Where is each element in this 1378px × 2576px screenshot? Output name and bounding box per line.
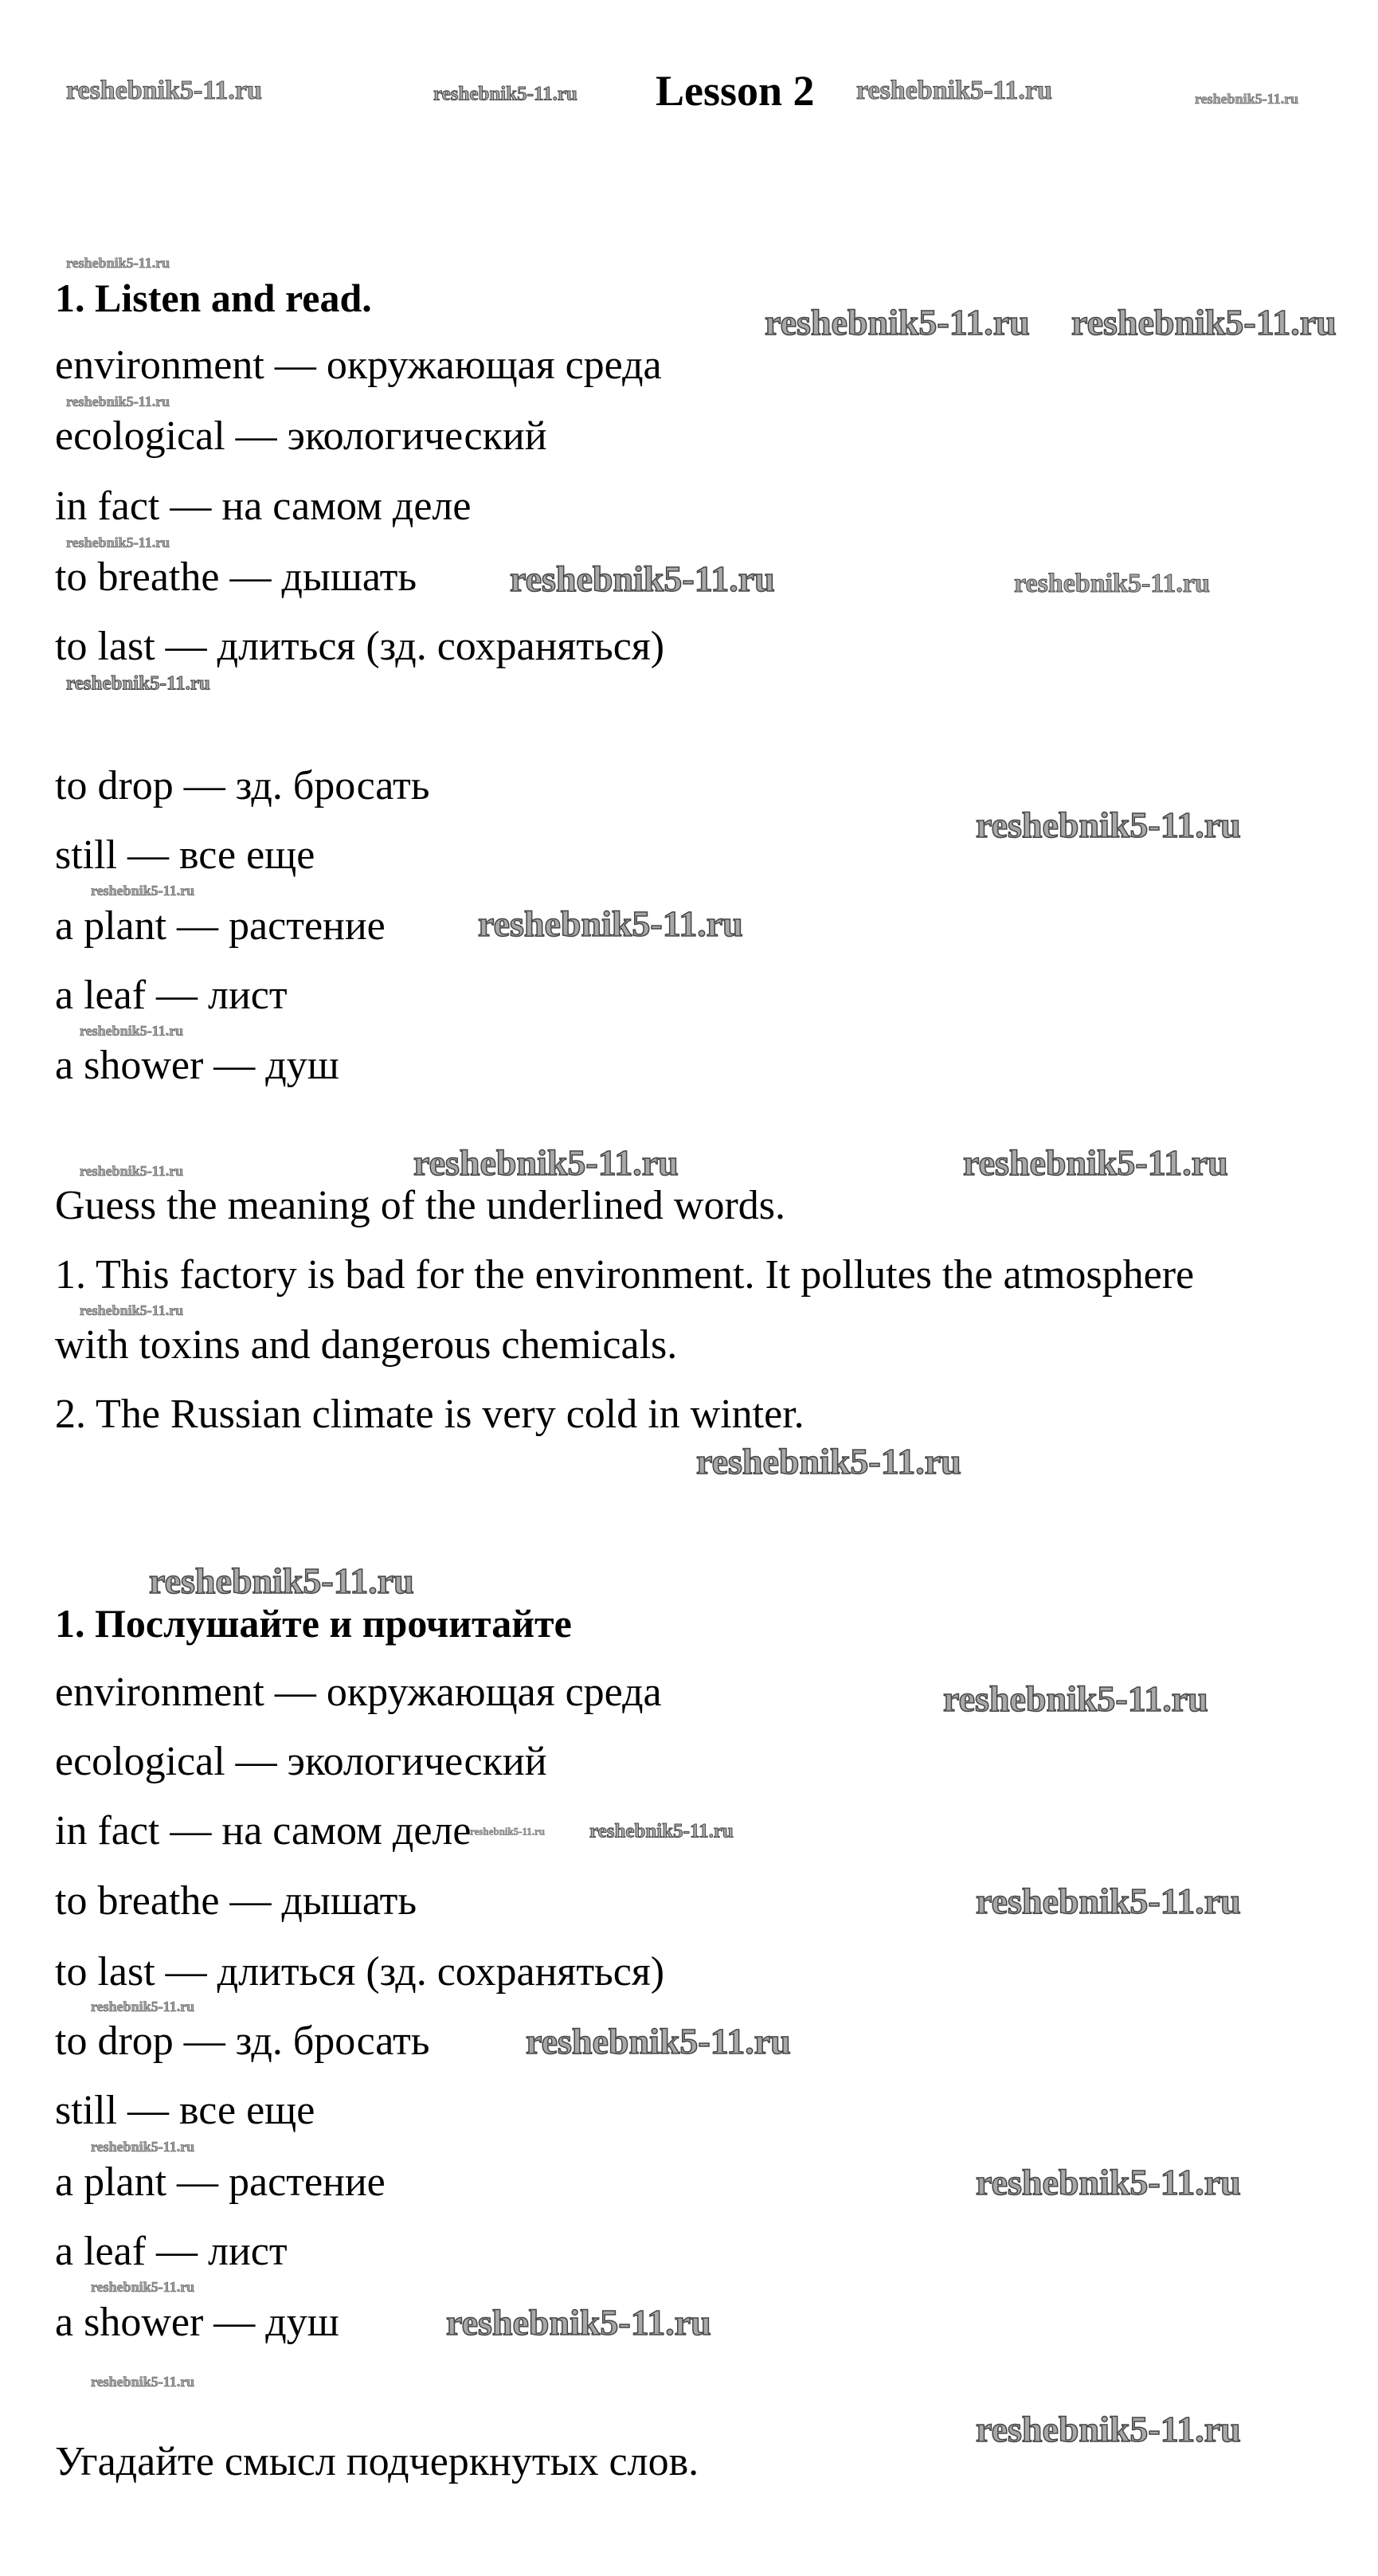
page-title: Lesson 2 (656, 67, 815, 115)
watermark: reshebnik5-11.ru (963, 1142, 1228, 1183)
watermark: reshebnik5-11.ru (66, 672, 210, 695)
watermark: reshebnik5-11.ru (80, 1163, 184, 1179)
watermark: reshebnik5-11.ru (1071, 302, 1337, 343)
vocab-item: environment — окружающая среда (55, 1670, 662, 1715)
vocab-item: to drop — зд. бросать (55, 2018, 430, 2064)
watermark: reshebnik5-11.ru (91, 883, 195, 898)
vocab-item: ecological — экологический (55, 1739, 547, 1784)
vocab-item: to breathe — дышать (55, 554, 417, 600)
watermark: reshebnik5-11.ru (1195, 91, 1299, 107)
watermark: reshebnik5-11.ru (696, 1441, 961, 1482)
watermark: reshebnik5-11.ru (149, 1560, 414, 1601)
watermark: reshebnik5-11.ru (510, 558, 775, 599)
vocab-item: to last — длиться (зд. сохраняться) (55, 1949, 665, 1995)
example-sentence: with toxins and dangerous chemicals. (55, 1322, 678, 1368)
watermark: reshebnik5-11.ru (433, 83, 577, 105)
watermark: reshebnik5-11.ru (413, 1142, 679, 1183)
watermark: reshebnik5-11.ru (976, 2409, 1241, 2449)
watermark: reshebnik5-11.ru (976, 2162, 1241, 2202)
vocab-item: a leaf — лист (55, 2229, 288, 2274)
watermark: reshebnik5-11.ru (66, 393, 170, 409)
watermark: reshebnik5-11.ru (66, 255, 170, 271)
vocab-item: to last — длиться (зд. сохраняться) (55, 624, 665, 669)
watermark: reshebnik5-11.ru (91, 2279, 195, 2295)
watermark: reshebnik5-11.ru (943, 1678, 1208, 1719)
vocab-item: a leaf — лист (55, 973, 288, 1018)
vocab-item: to breathe — дышать (55, 1878, 417, 1924)
vocab-item: ecological — экологический (55, 413, 547, 459)
vocab-item: a shower — душ (55, 2300, 339, 2345)
vocab-item: in fact — на самом деле (55, 1808, 472, 1854)
vocab-item: still — все еще (55, 2088, 315, 2133)
example-sentence: 2. The Russian climate is very cold in winter. (55, 1392, 804, 1437)
vocab-item: a shower — душ (55, 1043, 339, 1088)
vocab-item: environment — окружающая среда (55, 343, 662, 388)
watermark: reshebnik5-11.ru (856, 76, 1052, 105)
watermark: reshebnik5-11.ru (478, 903, 743, 944)
watermark: reshebnik5-11.ru (976, 805, 1241, 845)
watermark: reshebnik5-11.ru (1014, 569, 1210, 598)
watermark: reshebnik5-11.ru (976, 1881, 1241, 1921)
watermark: reshebnik5-11.ru (91, 2374, 195, 2390)
watermark: reshebnik5-11.ru (470, 1825, 546, 1838)
watermark: reshebnik5-11.ru (91, 1999, 195, 2014)
watermark: reshebnik5-11.ru (66, 76, 262, 105)
watermark: reshebnik5-11.ru (80, 1302, 184, 1318)
vocab-item: still — все еще (55, 832, 315, 878)
section-heading-ru: 1. Послушайте и прочитайте (55, 1601, 572, 1646)
watermark: reshebnik5-11.ru (765, 302, 1030, 343)
example-sentence: 1. This factory is bad for the environment. It pollutes the atmosphere (55, 1252, 1195, 1298)
watermark: reshebnik5-11.ru (446, 2302, 711, 2343)
watermark: reshebnik5-11.ru (526, 2021, 791, 2061)
watermark: reshebnik5-11.ru (66, 534, 170, 550)
section-heading-en: 1. Listen and read. (55, 276, 372, 320)
task-instruction: Угадайте смысл подчеркнутых слов. (55, 2439, 699, 2484)
vocab-item: a plant — растение (55, 903, 386, 949)
watermark: reshebnik5-11.ru (91, 2139, 195, 2155)
watermark: reshebnik5-11.ru (589, 1820, 734, 1842)
vocab-item: to drop — зд. бросать (55, 763, 430, 808)
vocab-item: in fact — на самом деле (55, 483, 472, 529)
watermark: reshebnik5-11.ru (80, 1023, 184, 1039)
task-instruction: Guess the meaning of the underlined words. (55, 1183, 786, 1228)
vocab-item: a plant — растение (55, 2159, 386, 2205)
